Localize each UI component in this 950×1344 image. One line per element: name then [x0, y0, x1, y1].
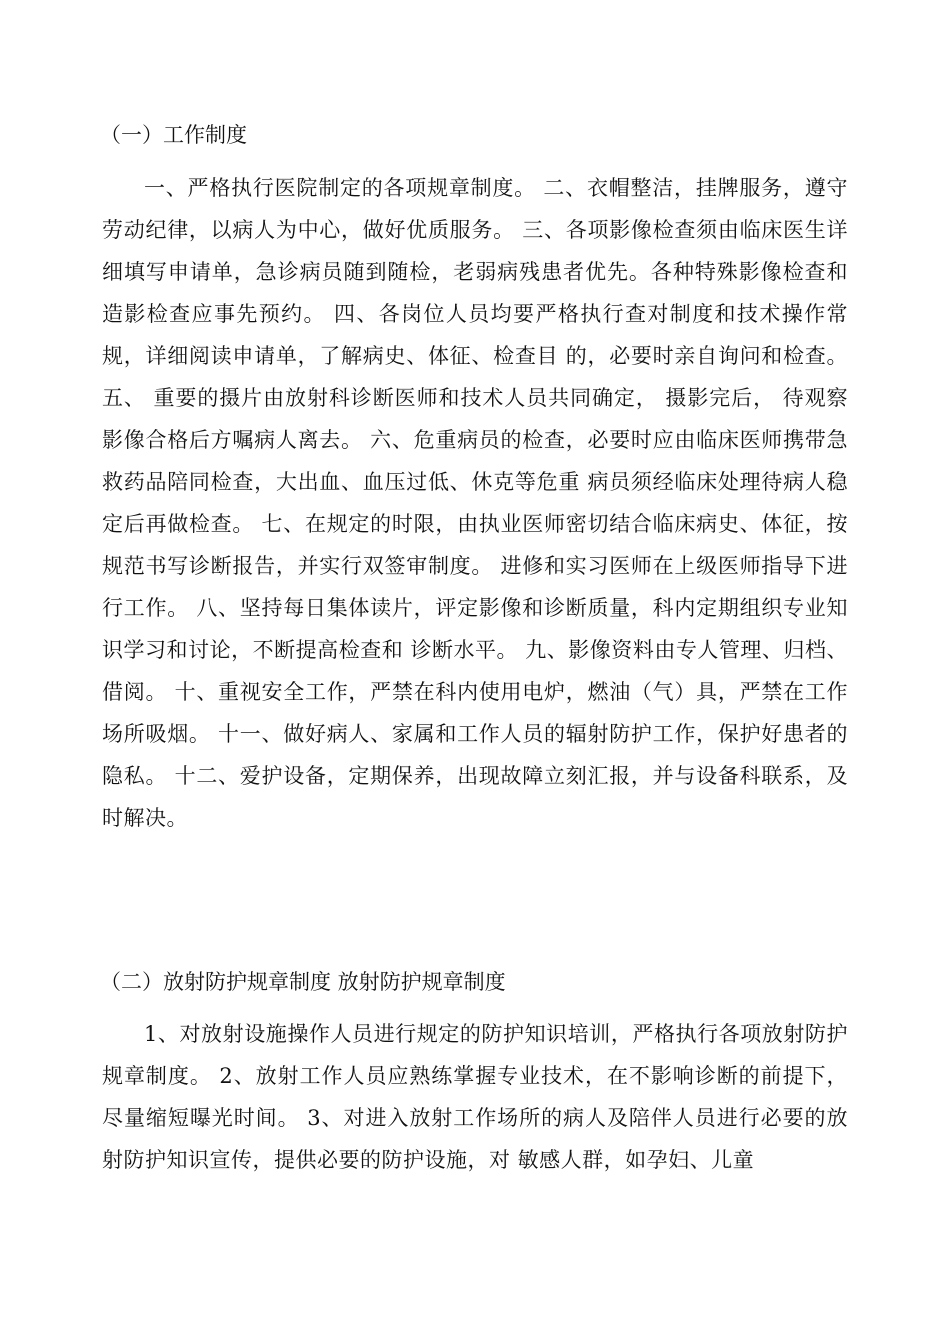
section-2-heading: （二）放射防护规章制度 放射防护规章制度 — [100, 970, 506, 994]
section-1-body: 一、严格执行医院制定的各项规章制度。 二、衣帽整洁，挂牌服务，遵守劳动纪律，以病人为中心，做好优质服务。 三、各项影像检查须由临床医生详细填写申请单，急诊病员随到随检，老弱病残患者优先。各种特殊影像检查和造影检查应事先预约。 四、各岗位人员均要严格执行查对制度和技术操作常规，详细阅读申请单，了解病史、体征、检查目 的，必要时亲自询问和检查。 五、 重要的摄片由放射科诊断医师和技术人员共同确定， 摄影完后， 待观察影像合格后方嘱病人离去。 六、危重病员的检查，必要时应由临床医师携带急救药品陪同检查，大出血、血压过低、休克等危重 病员须经临床处理待病人稳定后再做检查。 七、在规定的时限，由执业医师密切结合临床病史、体征，按规范书写诊断报告，并实行双签审制度。 进修和实习医师在上级医师指导下进行工作。 八、坚持每日集体读片，评定影像和诊断质量，科内定期组织专业知识学习和讨论，不断提高检查和 诊断水平。 九、影像资料由专人管理、归档、借阅。 十、重视安全工作，严禁在科内使用电炉，燃油（气）具，严禁在工作场所吸烟。 十一、做好病人、家属和工作人员的辐射防护工作，保护好患者的隐私。 十二、爱护设备，定期保养，出现故障立刻汇报，并与设备科联系，及时解决。 — [102, 176, 848, 830]
section-1-heading: （一）工作制度 — [100, 123, 247, 147]
section-2-body: 1、对放射设施操作人员进行规定的防护知识培训，严格执行各项放射防护规章制度。 2、放射工作人员应熟练掌握专业技术，在不影响诊断的前提下，尽量缩短曝光时间。 3、对进入放射工作场所的病人及陪伴人员进行必要的放射防护知识宣传，提供必要的防护设施，对 敏感人群，如孕妇、儿童 — [102, 1022, 848, 1172]
